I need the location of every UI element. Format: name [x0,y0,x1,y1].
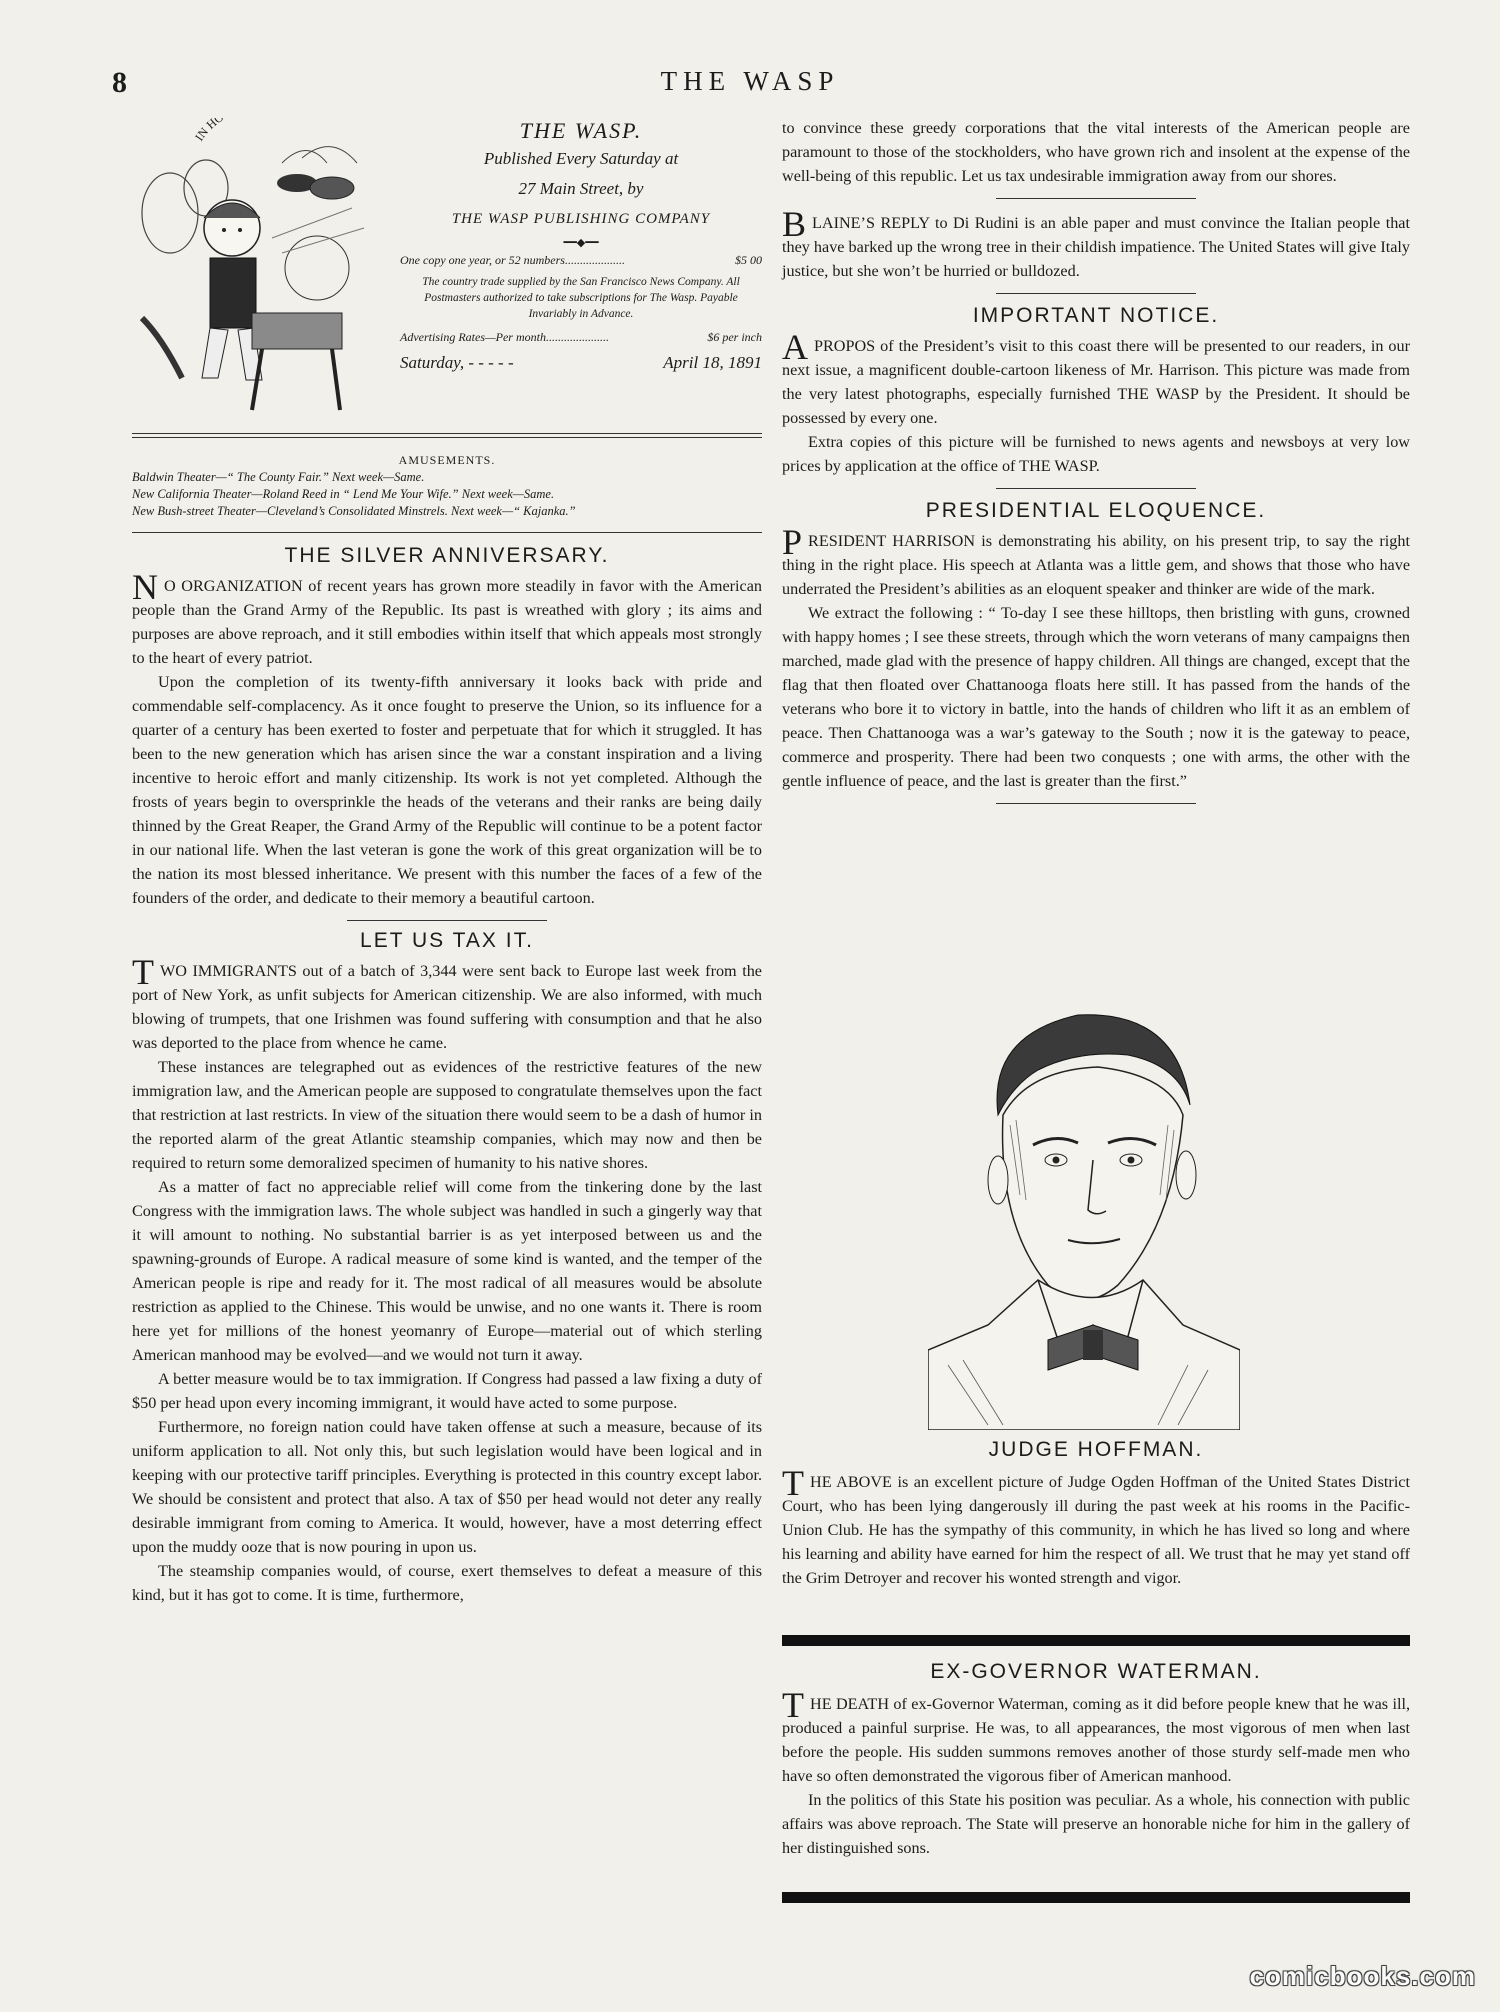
eloquence-paragraph-1: PRESIDENT HARRISON is demonstrating his ability, on his present trip, to say the right thing in the right place. His speech at Atlanta was a little gem, and shows that those who have underrated the President’s abilities as an eloquent speaker and thinker are wide of the mark. [782,522,1410,598]
issue-date-row [400,353,762,373]
waterman-paragraph-2: In the politics of this State his position was peculiar. As a whole, his connection with public affairs was above reproach. The State will preserve an honorable niche for him in the gallery of her distinguished sons. [782,1791,1410,1857]
amusements-box [132,452,762,520]
trade-note: The country trade supplied by the San Francisco News Company. All Postmasters authorized to take subscriptions for The Wasp. Payable Invariably in Advance. [422,276,740,320]
amusement-line: New Bush-street Theater—Cleveland’s Consolidated Minstrels. Next week—“ Kajanka.” [132,504,576,518]
portrait-drawing [928,995,1240,1430]
blaine-paragraph: BLAINE’S REPLY to Di Rudini is an able paper and must convince the Italian people that they have barked up the wrong tree in their childish impatience. The United States will give Italy justice, but she won’t be hurried or bulldozed. [782,204,1410,280]
hoffman-section [782,1438,1410,1590]
masthead-motto: IN HO [191,118,227,144]
subscription-row [400,253,762,268]
judge-hoffman-portrait [928,995,1240,1430]
page-number: 8 [112,66,127,99]
amusements-bottom-rule [132,532,762,533]
masthead [132,118,762,423]
site-watermark: comicbooks.com [1249,1961,1476,1991]
masthead-line1: Published Every Saturday at [483,149,679,168]
drop-cap: T [132,952,154,992]
amusements-top-rule [132,433,762,438]
tax-paragraph-2: These instances are telegraphed out as evidences of the restrictive features of the new immigration law, and the American people are supposed to congratulate themselves upon the fact that restriction at last restricts. In view of the situation there would seem to be a dash of humor in the reported alarm of the great Atlantic steamship companies, which may now and then be required to return some demoralized specimen of humanity to his native shores. [132,1058,762,1172]
right-column [782,116,1410,804]
thick-rule [782,1635,1410,1646]
waterman-section [782,1660,1410,1860]
article-title-silver-anniversary: THE SILVER ANNIVERSARY. [284,544,610,567]
silver-paragraph-2: Upon the completion of its twenty-fifth anniversary it looks back with pride and commendable self-complacency. As it once fought to preserve the Union, so its influence for a quarter of a century has been exerted to foster and perpetuate that for which it struggled. It has been to the new generation which has arisen since the war a constant inspiration and a living incentive to heroic effort and manly citizenship. Its work is not yet completed. Although the frosts of years begin to oversprinkle the heads of the veterans and their ranks are being daily thinned by the Great Reaper, the Grand Army of the Republic will continue to be a potent factor in our national life. When the last veteran is gone the work of this great organization will be to the nation its most blessed inheritance. We present with this number the faces of a few of the founders of the order, and dedicate to their memory a beautiful cartoon. [132,673,762,907]
drop-cap: B [782,204,807,244]
article-title-important-notice: IMPORTANT NOTICE. [972,304,1220,327]
section-divider [996,488,1196,489]
subscription-label: One copy one year, or 52 numbers.................... [400,253,625,267]
notice-paragraph-1: APROPOS of the President’s visit to this coast there will be presented to our readers, in our next issue, a magnificent double-cartoon likeness of Mr. Harrison. This picture was made from the very latest photographs, especially furnished THE WASP by the President. It should be possessed by every one. [782,327,1410,427]
drop-cap: T [782,1685,804,1725]
date-label: Saturday, - - - - - [400,353,514,372]
wasp-boy-illustration [132,118,380,418]
subscription-price: $5 00 [735,253,762,267]
waterman-paragraph-1: THE DEATH of ex-Governor Waterman, coming as it did before people knew that he was ill, produced a painful surprise. He was, to all appearances, the most vigorous of men when last before the people. His sudden summons removes another of those sturdy self-made men who have so often demonstrated the vigorous fiber of American manhood. [782,1685,1410,1785]
tax-paragraph-3: As a matter of fact no appreciable relief will come from the tinkering done by the last Congress with the immigration laws. The whole subject was handled in such a gingerly way that it will amount to nothing. No substantial barrier is as yet interposed between us and the spawning-grounds of Europe. A radical measure of some kind is wanted, and the temper of the American people is ripe and ready for it. The most radical of all measures would be absolute restriction as applied to the Chinese. This would be unwise, and no one wants it. There is room here yet for millions of the honest yeomanry of Europe—material out of which sterling American manhood may be evolved—and we would not turn it away. [132,1178,762,1364]
issue-date: April 18, 1891 [663,353,762,372]
ornament: ━━◆━━ [563,237,599,249]
amusement-line: New California Theater—Roland Reed in “ Lend Me Your Wife.” Next week—Same. [132,487,555,501]
section-divider [996,803,1196,804]
silver-paragraph-1: N O ORGANIZATION of recent years has grown more steadily in favor with the American people than the Grand Army of the Republic. Its past is wreathed with glory ; its aims and purposes are above reproach, and it still embodies within itself that which appeals most strongly to the heart of every patriot. [132,567,762,667]
masthead-illustration [132,118,380,418]
masthead-title: THE WASP. [519,118,643,143]
masthead-line2: 27 Main Street, by [518,179,644,198]
portrait-caption: JUDGE HOFFMAN. [988,1438,1204,1461]
article-title-ex-governor-waterman: EX-GOVERNOR WATERMAN. [930,1660,1262,1683]
drop-cap: N [132,567,158,607]
article-title-let-us-tax-it: LET US TAX IT. [360,929,534,952]
running-title: THE WASP [660,66,840,96]
article-title-presidential-eloquence: PRESIDENTIAL ELOQUENCE. [925,499,1267,522]
advertising-label: Advertising Rates—Per month..................... [400,330,609,344]
tax-paragraph-1: TWO IMMIGRANTS out of a batch of 3,344 were sent back to Europe last week from the port of New York, as unfit subjects for American citizenship. We are also informed, with much blowing of trumpets, that one Irishmen was found suffering with consumption and that he also was deported to the place from whence he came. [132,952,762,1052]
amusements-heading: AMUSEMENTS. [398,453,496,467]
drop-cap: P [782,522,803,562]
advertising-row [400,330,762,345]
eloquence-paragraph-2: We extract the following : “ To-day I see these hilltops, then bristling with guns, crowned with happy homes ; I see these streets, through which the worn veterans of many campaigns then marched, made glad with the presence of happy children. All things are changed, except that the flag that then floated over Chattanooga floats here still. It has passed from the hands of the veterans who bore it to victory in battle, into the hands of children who lift it as an emblem of peace. Then Chattanooga was a war’s gateway to the South ; now it is the gateway to peace, commerce and prosperity. There had been two conquests ; one with arms, the other with the gentle influence of peace, and the last is greater than the first.” [782,604,1411,790]
section-divider [996,198,1196,199]
drop-cap: A [782,327,808,367]
tax-continuation: to convince these greedy corporations that the vital interests of the American people are paramount to those of the stockholders, who have grown rich and insolent at the expense of the well-being of this republic. Let us tax undesirable immigration away from our shores. [782,119,1410,185]
masthead-text [400,118,762,373]
thick-rule [782,1892,1410,1903]
advertising-price: $6 per inch [707,330,762,344]
section-divider [996,293,1196,294]
notice-paragraph-2: Extra copies of this picture will be furnished to news agents and newsboys at very low prices by application at the office of THE WASP. [782,433,1410,475]
tax-paragraph-6: The steamship companies would, of course, exert themselves to defeat a measure of this kind, but it has got to come. It is time, furthermore, [132,1562,762,1604]
drop-cap: T [782,1463,804,1503]
masthead-publisher: THE WASP PUBLISHING COMPANY [451,211,711,227]
tax-paragraph-4: A better measure would be to tax immigration. If Congress had passed a law fixing a duty of $50 per head upon every incoming immigrant, it would have acted to some purpose. [132,1370,762,1412]
hoffman-paragraph: THE ABOVE is an excellent picture of Judge Ogden Hoffman of the United States District Court, who has been lying dangerously ill during the past week at his rooms in the Pacific-Union Club. He has the sympathy of this community, in which he has lived so long and where his learning and ability have earned for him the respect of all. We trust that he may yet stand off the Grim Detroyer and recover his wonted strength and vigor. [782,1463,1410,1587]
tax-paragraph-5: Furthermore, no foreign nation could have taken offense at such a measure, because of its uniform application to all. Not only this, but such legislation would have been logical and in keeping with our protective tariff principles. Everything is protected in this country except labor. We should be consistent and protect that also. A tax of $50 per head would not deter any really desirable immigrant from coming to America. It would, however, have a most deterring effect upon the muddy ooze that is now pouring in upon us. [132,1418,762,1556]
section-divider [347,920,547,921]
amusement-line: Baldwin Theater—“ The County Fair.” Next week—Same. [132,470,425,484]
left-column [132,544,762,1607]
